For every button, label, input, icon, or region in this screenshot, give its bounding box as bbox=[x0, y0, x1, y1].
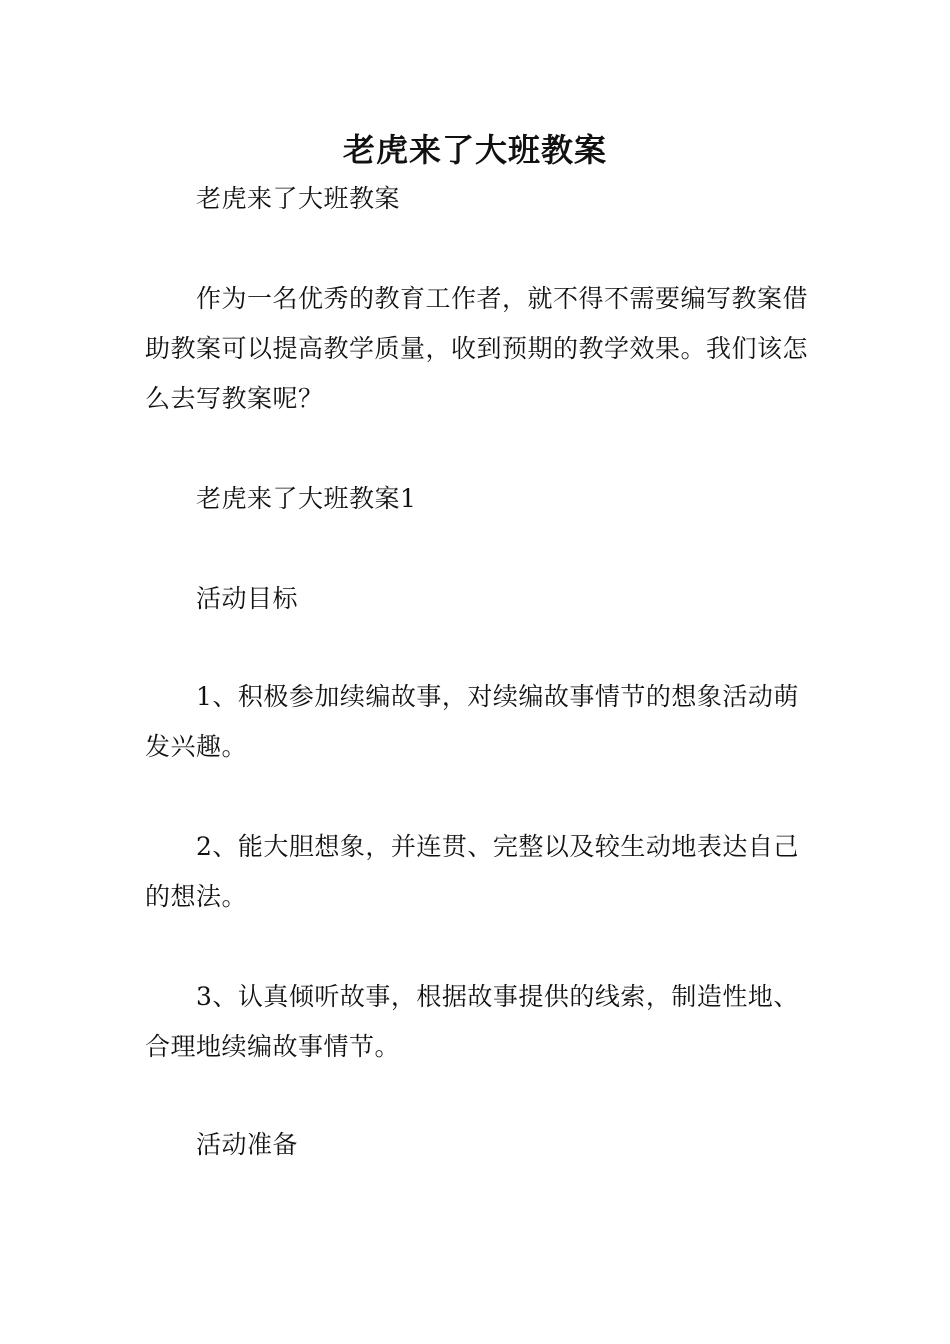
document-title: 老虎来了大班教案 bbox=[342, 131, 607, 169]
goal-item-2: 2、能大胆想象，并连贯、完整以及较生动地表达自己的想法。 bbox=[145, 832, 799, 911]
section-heading-activity-goals: 活动目标 bbox=[196, 584, 299, 613]
section-heading-activity-prep: 活动准备 bbox=[196, 1130, 299, 1159]
intro-paragraph: 作为一名优秀的教育工作者，就不得不需要编写教案借助教案可以提高教学质量，收到预期的教学效果。我们该怎么去写教案呢？ bbox=[145, 284, 809, 413]
goal-item-1: 1、积极参加续编故事，对续编故事情节的想象活动萌发兴趣。 bbox=[145, 682, 799, 761]
section-heading-lesson-1: 老虎来了大班教案1 bbox=[196, 484, 417, 513]
subtitle-paragraph: 老虎来了大班教案 bbox=[196, 184, 401, 213]
goal-item-3: 3、认真倾听故事，根据故事提供的线索，制造性地、合理地续编故事情节。 bbox=[145, 982, 799, 1061]
